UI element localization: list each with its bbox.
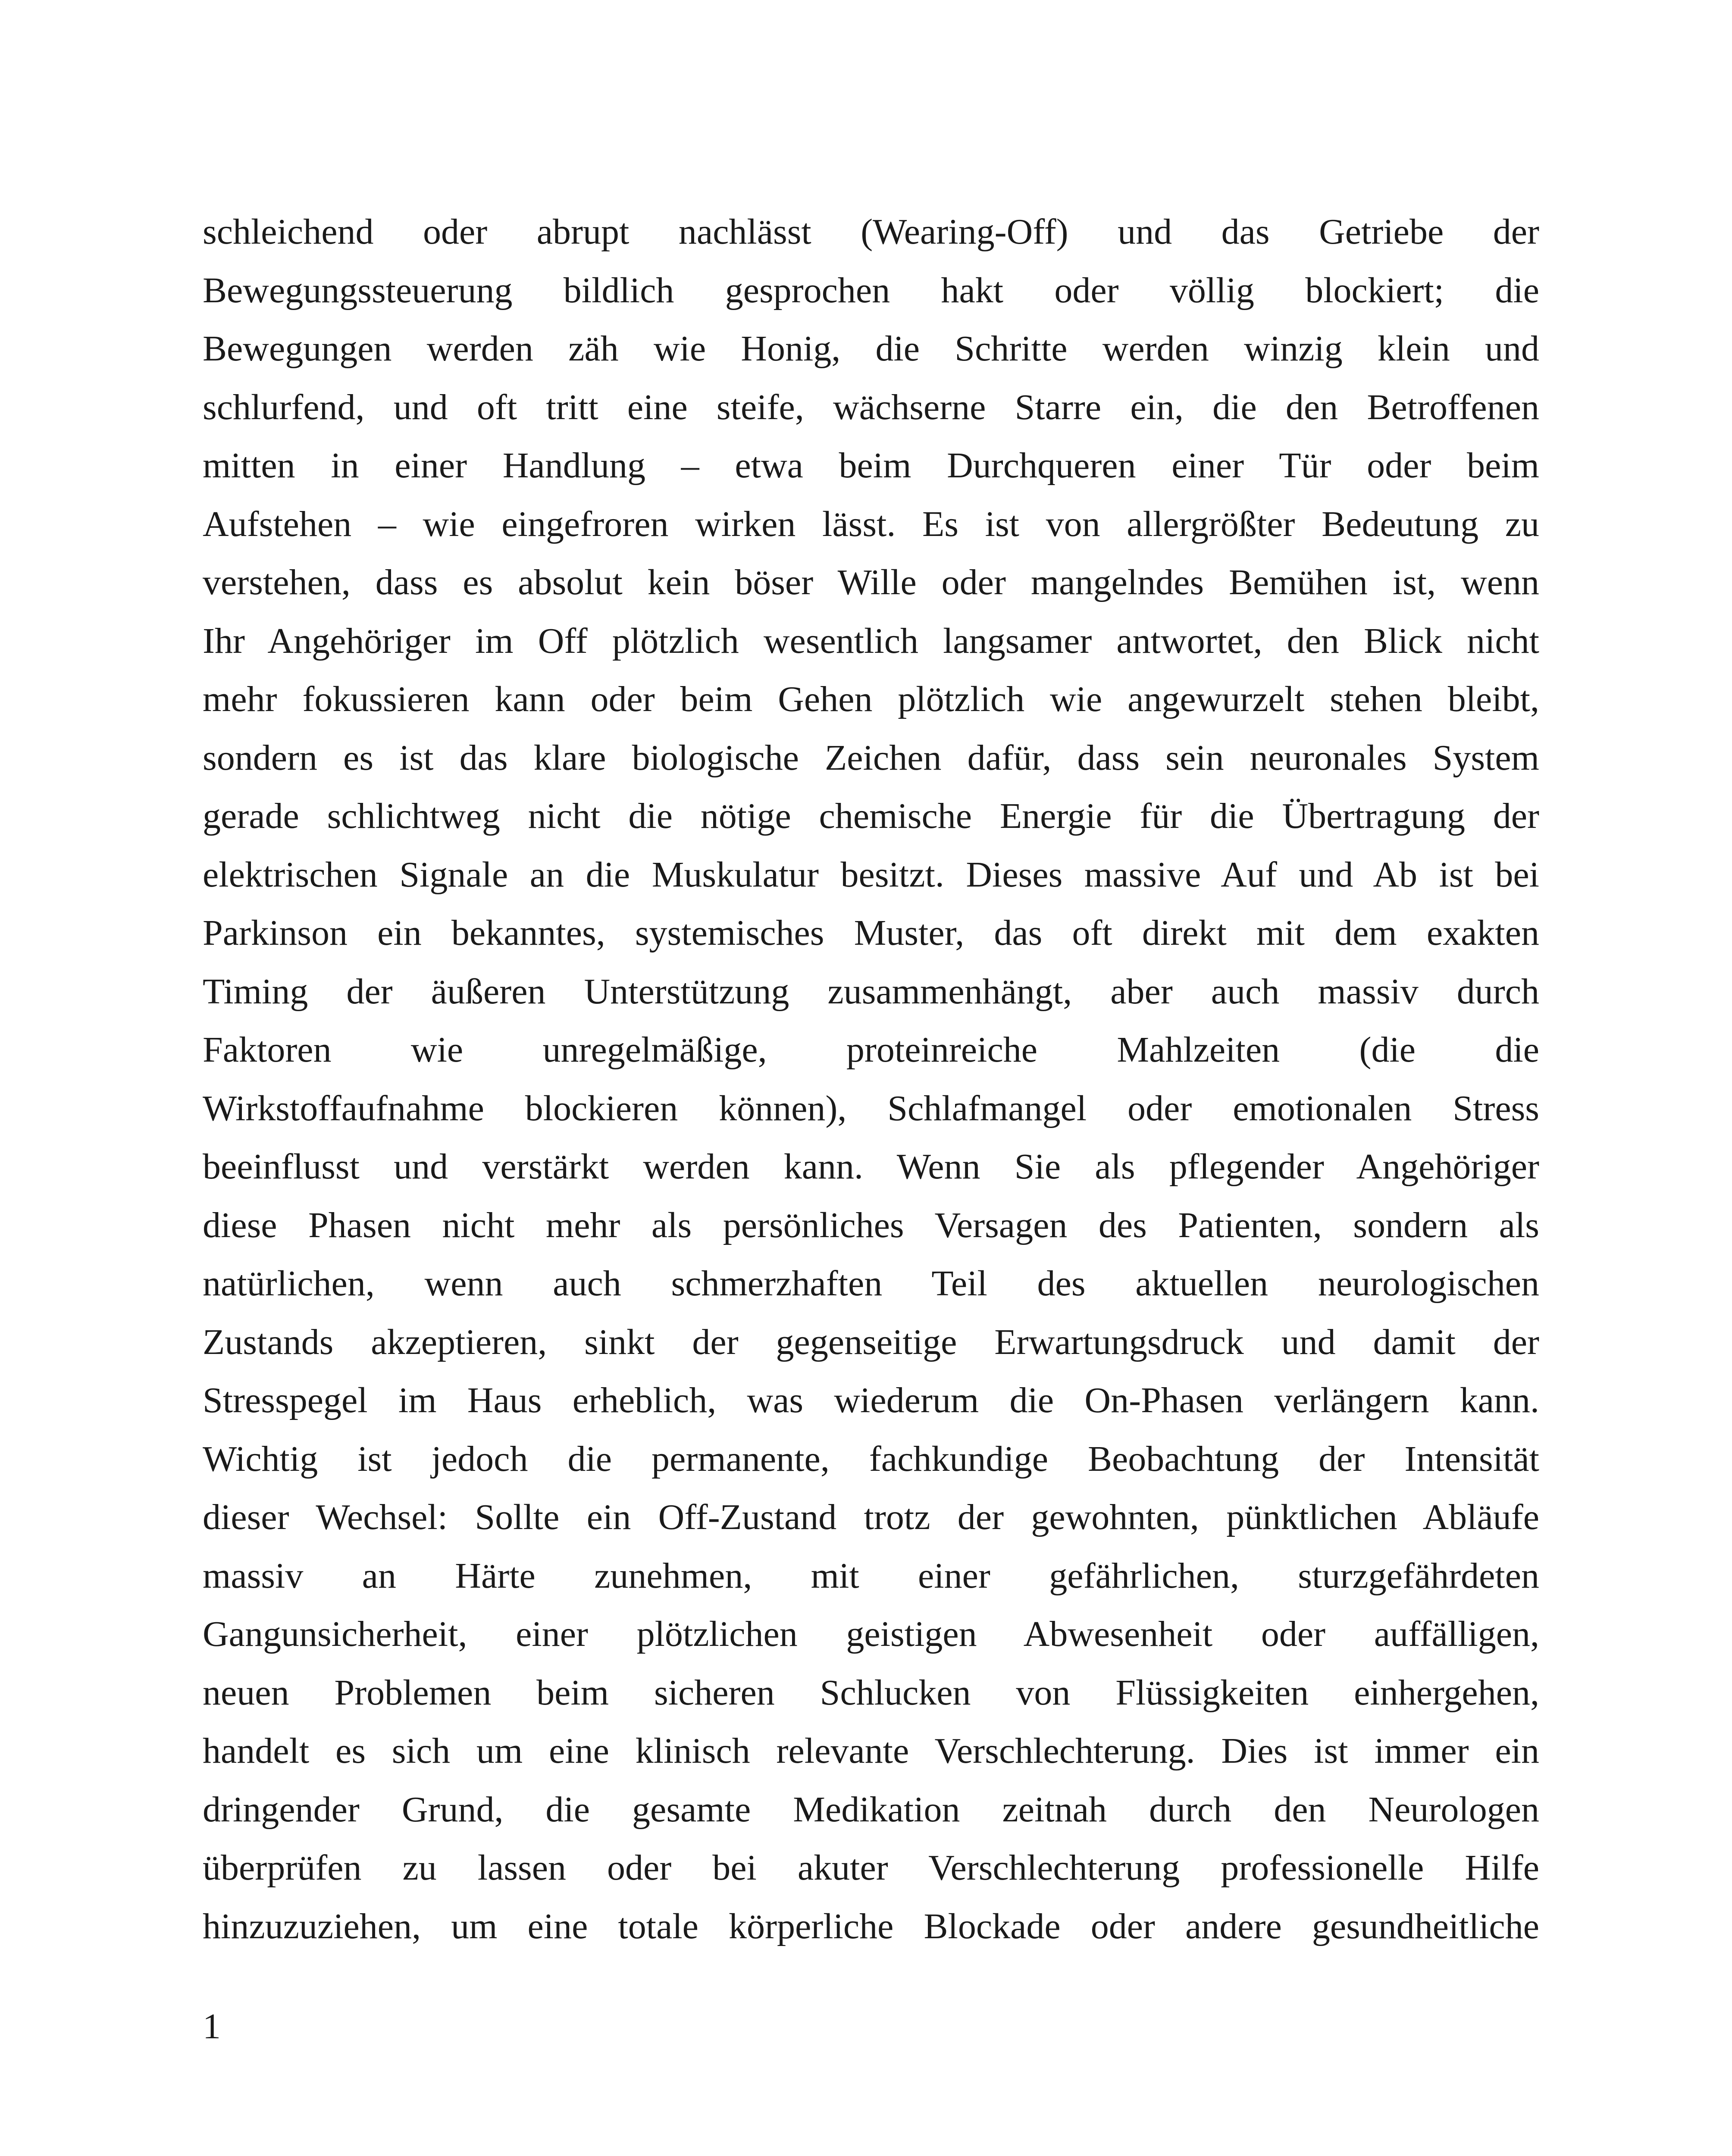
body-text	[203, 203, 1539, 1955]
text-line: massiv an Härte zunehmen, mit einer gefährlichen, sturzgefährdeten	[203, 1555, 1539, 1596]
text-line: hinzuzuziehen, um eine totale körperliche Blockade oder andere gesundheitliche	[203, 1906, 1539, 1946]
text-line: Timing der äußeren Unterstützung zusammenhängt, aber auch massiv durch	[203, 971, 1539, 1012]
text-line: Bewegungssteuerung bildlich gesprochen hakt oder völlig blockiert; die	[203, 270, 1539, 310]
page-number: 1	[203, 2006, 221, 2046]
text-line: beeinflusst und verstärkt werden kann. Wenn Sie als pflegender Angehöriger	[203, 1147, 1539, 1187]
text-line: Parkinson ein bekanntes, systemisches Muster, das oft direkt mit dem exakten	[203, 913, 1539, 953]
text-line: schleichend oder abrupt nachlässt (Wearing-Off) und das Getriebe der	[203, 212, 1539, 252]
text-line: Zustands akzeptieren, sinkt der gegenseitige Erwartungsdruck und damit der	[203, 1322, 1539, 1362]
text-line: natürlichen, wenn auch schmerzhaften Teil des aktuellen neurologischen	[203, 1263, 1539, 1304]
text-line: Aufstehen – wie eingefroren wirken lässt. Es ist von allergrößter Bedeutung zu	[203, 504, 1539, 544]
text-line: Wichtig ist jedoch die permanente, fachkundige Beobachtung der Intensität	[203, 1438, 1539, 1479]
text-line: Ihr Angehöriger im Off plötzlich wesentlich langsamer antwortet, den Blick nicht	[203, 620, 1539, 661]
text-line: mehr fokussieren kann oder beim Gehen plötzlich wie angewurzelt stehen bleibt,	[203, 679, 1539, 719]
text-line: neuen Problemen beim sicheren Schlucken von Flüssigkeiten einhergehen,	[203, 1672, 1539, 1713]
text-line: Bewegungen werden zäh wie Honig, die Schritte werden winzig klein und	[203, 329, 1539, 369]
text-line: gerade schlichtweg nicht die nötige chemische Energie für die Übertragung der	[203, 796, 1539, 836]
text-line: dringender Grund, die gesamte Medikation zeitnah durch den Neurologen	[203, 1789, 1539, 1830]
text-line: verstehen, dass es absolut kein böser Wille oder mangelndes Bemühen ist, wenn	[203, 562, 1539, 602]
text-line: Stresspegel im Haus erheblich, was wiederum die On-Phasen verlängern kann.	[203, 1380, 1539, 1420]
text-line: dieser Wechsel: Sollte ein Off-Zustand trotz der gewohnten, pünktlichen Abläufe	[203, 1497, 1539, 1537]
text-line: handelt es sich um eine klinisch relevante Verschlechterung. Dies ist immer ein	[203, 1731, 1539, 1771]
text-line: diese Phasen nicht mehr als persönliches Versagen des Patienten, sondern als	[203, 1205, 1539, 1245]
text-line: Gangunsicherheit, einer plötzlichen geistigen Abwesenheit oder auffälligen,	[203, 1614, 1539, 1654]
text-line: Wirkstoffaufnahme blockieren können), Schlafmangel oder emotionalen Stress	[203, 1088, 1539, 1128]
text-line: überprüfen zu lassen oder bei akuter Verschlechterung professionelle Hilfe	[203, 1848, 1539, 1888]
text-line: Faktoren wie unregelmäßige, proteinreiche Mahlzeiten (die die	[203, 1030, 1539, 1070]
text-line: sondern es ist das klare biologische Zeichen dafür, dass sein neuronales System	[203, 737, 1539, 778]
text-line: elektrischen Signale an die Muskulatur besitzt. Dieses massive Auf und Ab ist bei	[203, 854, 1539, 895]
text-line: schlurfend, und oft tritt eine steife, wächserne Starre ein, die den Betroffenen	[203, 387, 1539, 427]
text-line: mitten in einer Handlung – etwa beim Durchqueren einer Tür oder beim	[203, 445, 1539, 486]
